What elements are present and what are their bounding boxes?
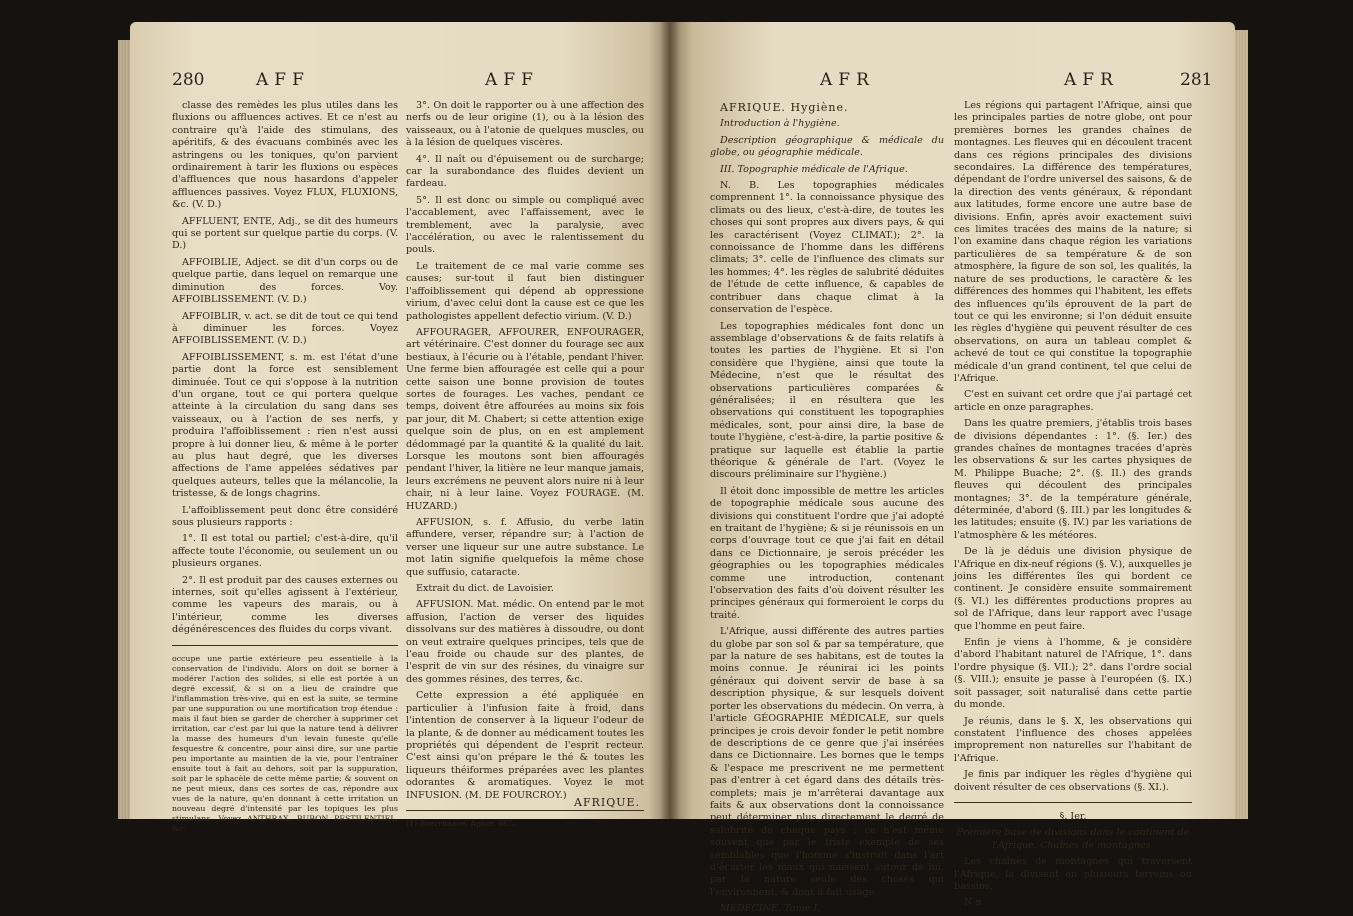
article-subheading: Description géographique & médicale du globe, ou géographie médicale. — [710, 134, 944, 159]
paragraph: AFFOIBLIR, v. act. se dit de tout ce qui tend à diminuer les forces. Voyez AFFOIBLISSEMENT. (V. D.) — [172, 310, 398, 347]
page-number-right: 281 — [1180, 70, 1213, 90]
paragraph: Dans les quatre premiers, j'établis trois bases de divisions dépendantes : 1°. (§. Ier.) des grandes chaînes de montagnes tracées d'après les observations & sur les cartes physiques de M. Philippe Buache; 2°. (§. II.) des grands fleuves qui découlent des principales montagnes; 3°. de la température générale, déterminée, d'abord (§. III.) par les longitudes & les latitudes; ensuite (§. IV.) par les variations de l'atmosphère & les météores. — [954, 418, 1192, 541]
article-heading: AFRIQUE. Hygiène. — [720, 101, 849, 114]
running-head-left-b: AFF — [485, 70, 539, 90]
right-page — [670, 22, 1235, 915]
left-column-1 — [172, 100, 398, 833]
paragraph: Le traitement de ce mal varie comme ses causes; sur-tout il faut bien distinguer l'affoiblissement qui dépend ab oppressione virium, d'avec celui dont la cause est ce que les pathologistes appellent defectio virium. (V. D.) — [406, 260, 644, 322]
paragraph: AFFOIBLIE, Adject. se dit d'un corps ou de quelque partie, dans lequel on remarque une diminution des forces. Voy. AFFOIBLISSEMENT. (V. D.) — [172, 256, 398, 306]
paragraph: Enfin je viens à l'homme, & je considère d'abord l'habitant naturel de l'Afrique, 1°. dans l'ordre physique (§. VII.); 2°. dans l'ordre social (§. VIII.); ensuite je passe à l'européen (§. IX.) soit passager, soit naturalisé dans cette partie du monde. — [954, 637, 1192, 711]
page-number-left: 280 — [172, 70, 205, 90]
paragraph: AFFLUENT, ENTE, Adj., se dit des humeurs qui se portent sur quelque partie du corps. (V. D.) — [172, 215, 398, 252]
paragraph: Les topographies médicales font donc un assemblage d'observations & de faits relatifs à toutes les parties de l'hygiène. Et si l'on considère que l'hygiène, ainsi que toute la Médecine, n'est que le résultat des observations particulières comparées & généralisées; il en résultera que les observations qui constituent les topographies médicales, sont, pour ainsi dire, la base de toute l'hygiène, c'est-à-dire, la partie positive & pratique sur laquelle est établie la partie théorique & générale de l'art. (Voyez le discours préliminaire sur l'hygiène.) — [710, 320, 944, 481]
running-head-right-b: AFR — [1064, 70, 1119, 90]
paragraph: Je réunis, dans le §. X, les observations qui constatent l'influence des choses appelées improprement non naturelles sur l'habitant de l'Afrique. — [954, 715, 1192, 764]
open-book — [130, 22, 1235, 915]
paragraph: AFFUSION. Mat. médic. On entend par le mot affusion, l'action de verser des liquides dissolvans sur des matières à dissoudre, ou dont on veut extraire quelques principes, tels que de l'eau froide ou chaude sur des plantes, de l'esprit de vin sur des résines, du vinaigre sur des gommes résines, des terres, &c. — [406, 599, 644, 685]
paragraph: AFFOIBLISSEMENT, s. m. est l'état d'une partie dont la force est sensiblement diminuée. Tout ce qui s'oppose à la nutrition d'un organe, tout ce qui portera quelque atteinte à la circulation du sang dans ses vaisseaux, ou à l'action de ses nerfs, y produira l'affoiblissement : rien n'est aussi propre à lui donner lieu, & même à le porter au plus haut degré, que les diverses affections de l'ame appelées sédatives par quelques auteurs, telles que la mélancolie, la tristesse, & de longs chagrins. — [172, 351, 398, 500]
right-column-1 — [710, 101, 944, 915]
paragraph: Les chaînes de montagnes qui traversent l'Afrique, la divisent en plusieurs terreins ou bassins, — [954, 856, 1192, 892]
catchword-left: AFRIQUE. — [574, 796, 641, 809]
paragraph: 3°. On doit le rapporter ou à une affection des nerfs ou de leur origine (1), ou à la lésion des vaisseaux, ou à l'atonie de quelques muscles, ou à la lésion de quelques viscères. — [406, 100, 644, 149]
paragraph: Les régions qui partagent l'Afrique, ainsi que les principales parties de notre globe, ont pour premières bornes les grandes chaînes de montagnes. Les fleuves qui en découlent tracent dans ces régions principales des divisions secondaires. La différence des températures, dépendant de l'ordre universel des saisons, & de la direction des vents généraux, & répondant aux latitudes, forme encore une autre base de divisions. Enfin, après avoir exactement suivi ces limites tracées des mains de la nature; si l'on examine dans chaque région les variations particulières de sa température & de son atmosphère, la figure de son sol, les qualités, la nature de ses productions, le caractère & les différences des hommes qui l'habitent, les effets des influences qu'ils éprouvent de la part de tout ce qui les environne; si l'on déduit ensuite les règles d'hygiène qui peuvent résulter de ces observations, on aura un tableau complet & achevé de tout ce qui constitue la topographie médicale d'un grand continent, tel que celui de l'Afrique. — [954, 100, 1192, 384]
right-column-2 — [954, 100, 1192, 909]
paragraph: Je finis par indiquer les règles d'hygiène qui doivent résulter de ces observations (§. XI.). — [954, 769, 1192, 793]
paragraph: 2°. Il est produit par des causes externes ou internes, soit qu'elles agissent à l'extérieur, comme les vapeurs des marais, ou à l'intérieur, comme les diverses dégénérescences des fluides du corps vivant. — [172, 574, 398, 636]
paragraph: L'affoiblissement peut donc être considéré sous plusieurs rapports : — [172, 504, 398, 528]
footnote-text: (1) Boerrhaave, Aphor. 665. — [406, 818, 516, 828]
paragraph: Extrait du dict. de Lavoisier. — [416, 583, 554, 595]
paragraph: AFFOURAGER, AFFOURER, ENFOURAGER, art vétérinaire. C'est donner du fourage sec aux bestiaux, à l'écurie ou à l'étable, pendant l'hiver. Une ferme bien affouragée est celle qui a pour cette saison une bonne provision de toutes sortes de fourages. Les vaches, pendant ce temps, doivent être affourées au moins six fois par jour, dit M. Chabert; si cette attention exige quelque soin de plus, on en est amplement dédommagé par la quantité & la qualité du lait. Lorsque les moutons sont bien affouragés pendant l'hiver, la litière ne leur manque jamais, leurs excrémens ne peuvent alors nuire ni à leur chair, ni à leur laine. Voyez FOURAGE. (M. HUZARD.) — [406, 326, 644, 512]
paragraph: N. B. Les topographies médicales comprennent 1°. la connoissance physique des climats ou des lieux, c'est-à-dire, de toutes les choses qui sont propres aux divers pays, & qui les caractérisent (Voyez CLIMAT.); 2°. la connoissance de l'homme dans les différens climats; 3°. celle de l'influence des climats sur les hommes; 4°. les règles de salubrité déduites de l'étude de cette influence, & capables de contribuer dans chaque climat à la conservation de l'espèce. — [710, 180, 944, 316]
paragraph: 5°. Il est donc ou simple ou compliqué avec l'accablement, avec l'affaissement, avec le tremblement, avec la paralysie, avec l'accélération, ou avec le ralentissement du pouls. — [406, 194, 644, 256]
paragraph: L'Afrique, aussi différente des autres parties du globe par son sol & par sa température, que par la nature de ses habitans, est de toutes la moins connue. Je réunirai ici les points généraux qui doivent servir de base à sa description physique, & sur lesquels doivent porter les observations du médecin. On verra, à l'article GÉOGRAPHIE MÉDICALE, sur quels principes je crois devoir fonder le petit nombre de descriptions de ce genre que j'ai insérées dans ce Dictionnaire. Les bornes que le temps & l'espace me prescrivent ne me permettent pas d'entrer à cet égard dans des détails très-complets; mais je m'arrêterai davantage aux faits & aux observations dont la connoissance peut déterminer plus directement le degré de salubrité de chaque pays : ce n'est même souvent que par le triste exemple de ses semblables que l'homme s'instruit dans l'art d'écarter les maux qui naissent autour de lui, par la nature seule des choses qui l'environnent, & dont il fait usage. — [710, 626, 944, 898]
book-gutter — [660, 22, 680, 819]
catchword-right: N n — [964, 897, 982, 909]
left-page — [130, 22, 670, 833]
paragraph: Cette expression a été appliquée en particulier à l'infusion faite à froid, dans l'intention de conserver à la liqueur l'odeur de la plante, & de donner au médicament toutes les propriétés qui dépendent de l'esprit recteur. C'est ainsi qu'on prépare le thé & toutes les liqueurs théiformes préparées avec les plantes odorantes & aromatiques. Voyez le mot INFUSION. (M. DE FOURCROY.) — [406, 690, 644, 801]
section-subtitle: Première base de divisions dans le continent de l'Afrique. Chaînes de montagnes. — [956, 827, 1190, 851]
footnote-rule — [406, 810, 644, 811]
section-title: §. Ier. — [1059, 810, 1087, 822]
paragraph: AFFUSION, s. f. Affusio, du verbe latin affundere, verser, répandre sur; à l'action de verser une liqueur sur une autre substance. Le mot latin signifie quelquefois la même chose que suffusio, cataracte. — [406, 517, 644, 578]
paragraph: 4°. Il naît ou d'épuisement ou de surcharge; car la surabondance des fluides devient un fardeau. — [406, 153, 644, 190]
signature-line: MÉDECINE. Tome I. — [720, 903, 821, 915]
footnote-rule — [172, 645, 398, 646]
paragraph: 1°. Il est total ou partiel; c'est-à-dire, qu'il affecte toute l'économie, ou seulement un ou plusieurs organes. — [172, 533, 398, 570]
paragraph: C'est en suivant cet ordre que j'ai partagé cet article en onze paragraphes. — [954, 389, 1192, 413]
running-head-left-a: AFF — [256, 70, 310, 90]
article-subheading: Introduction à l'hygiène. — [720, 118, 840, 130]
article-subheading: III. Topographie médicale de l'Afrique. — [720, 163, 908, 175]
paragraph: Il étoit donc impossible de mettre les articles de topographie médicale sous aucune des divisions qui constituent l'ordre que j'ai adopté en traitant de l'hygiène; & si je réunissois en un corps d'ouvrage tout ce que j'ai fait en détail dans ce Dictionnaire, je serois précéder les géographies ou les topographies médicales comme une introduction, contenant l'observation des faits d'où doivent résulter les principes généraux qui formeroient le corps du traité. — [710, 485, 944, 621]
section-rule — [954, 802, 1192, 803]
footnote-text: occupe une partie extérieure peu essentielle à la conservation de l'individu. Alors on doit se borner à modérer l'action des solides, si elle est portée à un degré excessif, & si on a lieu de craindre que l'inflammation très-vive, qui en est la suite, se termine par une suppuration ou une mortification trop étendue : mais il faut bien se garder de chercher à supprimer cet irritation, car c'est par lui que la nature tend à délivrer la masse des humeurs d'un levain funeste qu'elle fesquestre & concentre, pour ainsi dire, sur une partie peu importante au maintien de la vie, pour l'entraîner ensuite tout à fait au dehors, soit par la suppuration, soit par le sphacèle de cette même partie; & souvent on ne peut mieux, dans ces sortes de cas, répondre aux vues de la nature, qu'en donnant à cette irritation un nouveau degré d'intensité par les topiques les plus stimulans. Voyez ANTHRAX, BUBON PESTILENTIEL, &c. — [172, 653, 398, 833]
page-edges-left — [118, 40, 130, 819]
running-head-right-a: AFR — [820, 70, 875, 90]
paragraph: classe des remèdes les plus utiles dans les fluxions ou affluences actives. Et ce n'est au contraire qu'à l'aide des stimulans, des apéritifs, & des évacuans combinés avec les astringens ou les toniques, qu'on parvient ordinairement à tarir les fluxions ou espèces d'affluences que nous hasardons d'appeler affluences passives. Voyez FLUX, FLUXIONS, &c. (V. D.) — [172, 100, 398, 211]
paragraph: De là je déduis une division physique de l'Afrique en dix-neuf régions (§. V.), auxquelles je joins les différentes îles qui bordent ce continent. Je considère ensuite sommairement (§. VI.) les différentes productions propres au sol de l'Afrique, dans leur rapport avec l'usage que l'homme en peut faire. — [954, 546, 1192, 632]
